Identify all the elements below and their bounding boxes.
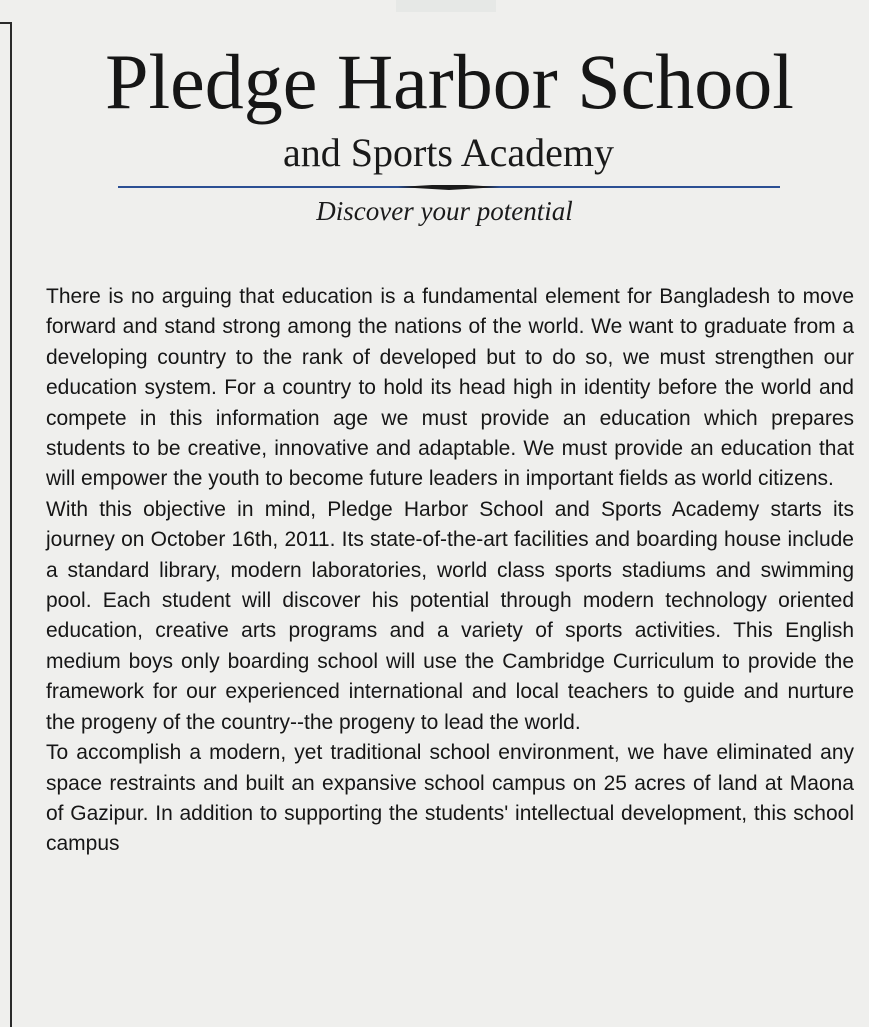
scan-artifact [396,0,496,12]
article-body [46,282,854,860]
paragraph-1: There is no arguing that education is a fundamental element for Bangladesh to move forward and stand strong among the nations of the world. We want to graduate from a developing country to the rank of developed but to do so, we must strengthen our education system. For a country to hold its head high in identity before the world and compete in this information age we must provide an education which prepares students to be creative, innovative and adaptable. We must provide an education that will empower the youth to become future leaders in important fields as world citizens. [46,285,854,491]
title-divider [118,185,780,188]
school-subtitle: and Sports Academy [282,130,615,175]
paragraph-3: To accomplish a modern, yet traditional school environment, we have eliminated any space restraints and built an expansive school campus on 25 acres of land at Maona of Gazipur. In addition to supporting the students' intellectual development, this school campus [46,741,854,856]
divider-rule-graphic [118,185,780,191]
paragraph-2: With this objective in mind, Pledge Harbor School and Sports Academy starts its journey on October 16th, 2011. Its state-of-the-art facilities and boarding house include a standard library, modern laboratories, world class sports stadiums and swimming pool. Each student will discover his potential through modern technology oriented education, creative arts programs and a variety of sports activities. This English medium boys only boarding school will use the Cambridge Curriculum to provide the framework for our experienced international and local teachers to guide and nurture the progeny of the country--the progeny to lead the world. [46,497,854,734]
school-title: Pledge Harbor School [105,38,794,125]
divider-diamond-ornament [398,185,500,190]
tagline: Discover your potential [316,196,573,226]
